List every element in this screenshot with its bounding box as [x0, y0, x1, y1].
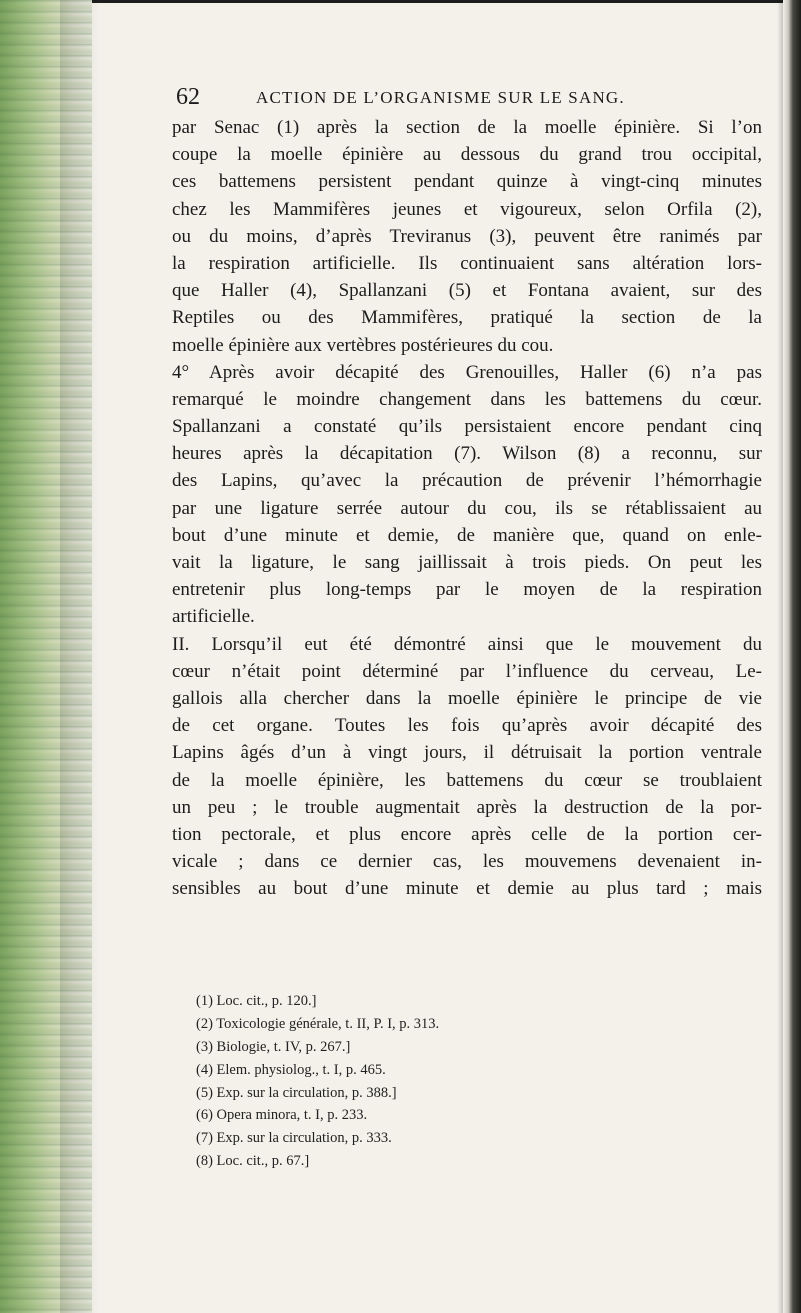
- text-line: coupe la moelle épinière au dessous du grand trou occipital,: [172, 144, 762, 166]
- text-line: moelle épinière aux vertèbres postérieures du cou.: [172, 334, 554, 356]
- text-line: sensibles au bout d’une minute et demie au plus tard ; mais: [172, 878, 762, 900]
- text-line: II. Lorsqu’il eut été démontré ainsi que le mouvement du: [172, 633, 762, 655]
- text-line: par Senac (1) après la section de la moelle épinière. Si l’on: [172, 117, 762, 138]
- text-line: Reptiles ou des Mammifères, pratiqué la section de la: [172, 307, 762, 329]
- text-line: que Haller (4), Spallanzani (5) et Fontana avaient, sur des: [172, 280, 762, 302]
- footnote: (3) Biologie, t. IV, p. 267.]: [196, 1038, 351, 1055]
- footnote: (8) Loc. cit., p. 67.]: [196, 1153, 310, 1170]
- footnote: (2) Toxicologie générale, t. II, P. I, p. 313.: [196, 1015, 440, 1032]
- text-line: entretenir plus long-temps par le moyen de la respiration: [172, 579, 762, 601]
- text-line: cœur n’était point déterminé par l’influence du cerveau, Le-: [172, 660, 762, 682]
- text-line: par une ligature serrée autour du cou, ils se rétablissaient au: [172, 497, 762, 519]
- footnote: (6) Opera minora, t. I, p. 233.: [196, 1107, 368, 1124]
- body-text: [172, 114, 762, 902]
- text-line: des Lapins, qu’avec la précaution de prévenir l’hémorrhagie: [172, 470, 762, 492]
- text-line: la respiration artificielle. Ils continuaient sans altération lors-: [172, 252, 762, 274]
- text-line: chez les Mammifères jeunes et vigoureux, selon Orfila (2),: [172, 198, 762, 220]
- text-line: Lapins âgés d’un à vingt jours, il détruisait la portion ventrale: [172, 742, 762, 764]
- text-line: gallois alla chercher dans la moelle épinière le principe de vie: [172, 687, 762, 709]
- footnote: (4) Elem. physiolog., t. I, p. 465.: [196, 1061, 386, 1078]
- page-number: 62: [176, 84, 200, 110]
- gutter-shadow: [60, 0, 100, 1313]
- footnote: (5) Exp. sur la circulation, p. 388.]: [196, 1084, 397, 1101]
- text-line: ces battemens persistent pendant quinze à vingt-cinq minutes: [172, 171, 762, 193]
- text-line: vicale ; dans ce dernier cas, les mouvemens devenaient in-: [172, 851, 762, 873]
- text-line: remarqué le moindre changement dans les battemens du cœur.: [172, 388, 762, 410]
- text-line: heures après la décapitation (7). Wilson (8) a reconnu, sur: [172, 443, 762, 465]
- right-page-edge: [783, 0, 801, 1313]
- text-line: vait la ligature, le sang jaillissait à trois pieds. On peut les: [172, 552, 762, 573]
- text-line: de la moelle épinière, les battemens du cœur se troublaient: [172, 769, 762, 791]
- footnotes: [196, 990, 616, 1173]
- text-line: de cet organe. Toutes les fois qu’après avoir décapité des: [172, 715, 762, 737]
- page-content: [172, 84, 762, 902]
- text-line: bout d’une minute et demie, de manière que, quand on enle-: [172, 524, 762, 546]
- text-line: artificielle.: [172, 606, 255, 628]
- running-head: [172, 84, 762, 108]
- text-line: 4° Après avoir décapité des Grenouilles, Haller (6) n’a pas: [172, 361, 762, 383]
- text-line: un peu ; le trouble augmentait après la destruction de la por-: [172, 796, 762, 818]
- top-edge-rule: [92, 0, 801, 3]
- running-head-title: ACTION DE L’ORGANISME SUR LE SANG.: [256, 88, 625, 107]
- text-line: ou du moins, d’après Treviranus (3), peuvent être ranimés par: [172, 225, 762, 247]
- footnote: (7) Exp. sur la circulation, p. 333.: [196, 1130, 392, 1147]
- footnote: (1) Loc. cit., p. 120.]: [196, 993, 317, 1009]
- text-line: tion pectorale, et plus encore après celle de la portion cer-: [172, 823, 762, 845]
- text-line: Spallanzani a constaté qu’ils persistaient encore pendant cinq: [172, 416, 762, 438]
